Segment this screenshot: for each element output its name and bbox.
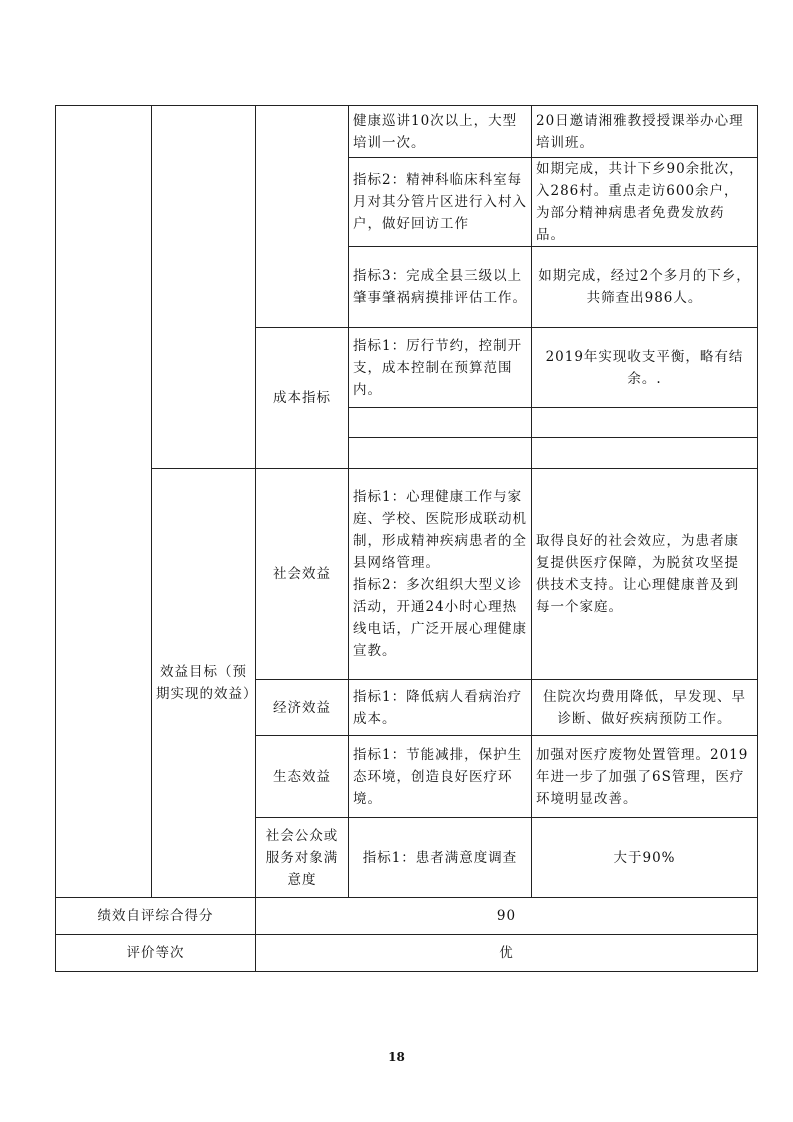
indicator-cell: 指标1：厉行节约，控制开支，成本控制在预算范围内。	[349, 328, 532, 408]
empty-cell	[532, 438, 758, 469]
category-economic: 经济效益	[256, 680, 349, 736]
benefit-goal-label: 效益目标（预期实现的效益）	[152, 469, 256, 898]
result-cell: 如期完成，共计下乡90余批次，入286村。重点走访600余户，为部分精神病患者免费发放药品。	[532, 158, 758, 247]
result-cell: 如期完成，经过2个多月的下乡，共筛查出986人。	[532, 247, 758, 328]
category-cost: 成本指标	[256, 328, 349, 469]
blank-cell-col1	[56, 106, 152, 898]
indicator-cell: 指标1：节能减排，保护生态环境，创造良好医疗环境。	[349, 736, 532, 818]
blank-cell-col3	[256, 106, 349, 328]
result-cell: 大于90%	[532, 818, 758, 898]
grade-value: 优	[256, 935, 758, 972]
indicator-line: 指标2：多次组织大型义诊活动，开通24小时心理热线电话，广泛开展心理健康宣教。	[353, 577, 527, 659]
result-cell: 20日邀请湘雅教授授课举办心理培训班。	[532, 106, 758, 158]
category-social: 社会效益	[256, 469, 349, 680]
result-cell: 取得良好的社会效应，为患者康复提供医疗保障，为脱贫攻坚提供技术支持。让心理健康普及到每一个家庭。	[532, 469, 758, 680]
indicator-cell	[349, 469, 532, 680]
indicator-cell: 指标3：完成全县三级以上肇事肇祸病摸排评估工作。	[349, 247, 532, 328]
category-ecological: 生态效益	[256, 736, 349, 818]
grade-label: 评价等次	[56, 935, 256, 972]
empty-cell	[532, 408, 758, 438]
page-number: 18	[388, 1050, 405, 1064]
indicator-cell: 指标2：精神科临床科室每月对其分管片区进行入村入户，做好回访工作	[349, 158, 532, 247]
indicator-cell: 健康巡讲10次以上，大型培训一次。	[349, 106, 532, 158]
indicator-cell: 指标1：降低病人看病治疗成本。	[349, 680, 532, 736]
empty-cell	[349, 438, 532, 469]
result-cell: 住院次均费用降低，早发现、早诊断、做好疾病预防工作。	[532, 680, 758, 736]
indicator-cell: 指标1：患者满意度调查	[349, 818, 532, 898]
category-satisfaction: 社会公众或服务对象满意度	[256, 818, 349, 898]
score-label: 绩效自评综合得分	[56, 898, 256, 935]
performance-table	[55, 105, 758, 972]
blank-cell-col2	[152, 106, 256, 469]
result-cell: 2019年实现收支平衡，略有结余。.	[532, 328, 758, 408]
empty-cell	[349, 408, 532, 438]
score-value: 90	[256, 898, 758, 935]
indicator-line: 指标1：心理健康工作与家庭、学校、医院形成联动机制，形成精神疾病患者的全县网络管理。	[353, 489, 527, 571]
result-cell: 加强对医疗废物处置管理。2019年进一步了加强了6S管理，医疗环境明显改善。	[532, 736, 758, 818]
